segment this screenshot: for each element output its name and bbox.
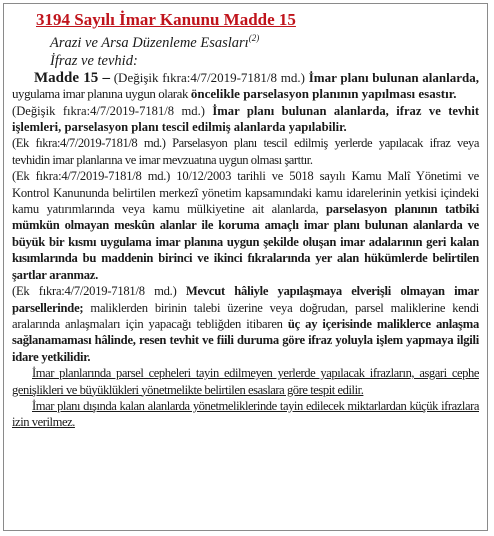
paragraph-7: İmar planı dışında kalan alanlarda yönetmeliklerinde tayin edilecek miktarlardan küçük ifrazlara izin verilmez. xyxy=(12,398,479,430)
paragraph-1 xyxy=(12,70,479,103)
paragraph-2 xyxy=(12,103,479,136)
paragraph-6: İmar planlarında parsel cepheleri tayin edilmeyen yerlerde yapılacak ifrazların, asgari cephe genişlikleri ve büyüklükleri yönetmelikte belirtilen esaslara göre tespit edilir. xyxy=(12,366,479,397)
paragraph-4-text-1: 10/12/2003 tarihli ve 5018 sayılı Kamu Malî Yönetimi ve Kontrol Kanununda belirtilen merkezî yönetim kapsamındaki kamu idarelerinin yetkisi içindeki kamu yatırımlarında veya kamu mülkiyetine ait alanlarda, xyxy=(12,169,479,217)
section-heading: İfraz ve tevhid: xyxy=(50,52,138,69)
footnote-marker: (2) xyxy=(248,33,260,43)
paragraph-5-text-1: maliklerden birinin talebi üzerine veya doğrudan, parsel maliklerine kendi aralarında anlaşmaları için yapacağı tebliğden itibaren xyxy=(12,300,479,331)
paragraph-5-bold-1: Mevcut hâliyle yapılaşmaya elverişli olmayan imar parsellerinde; xyxy=(12,284,480,315)
paragraph-2-bold-1: İmar planı bulunan alanlarda, ifraz ve tevhit işlemleri, parselasyon planı tescil edilmiş alanlarda yapılabilir. xyxy=(12,103,480,135)
document-title: 3194 Sayılı İmar Kanunu Madde 15 xyxy=(36,10,296,29)
paragraph-1-text-1: uygulama imar planına uygun olarak xyxy=(12,86,191,102)
paragraph-1-ref: (Değişik fıkra:4/7/2019-7181/8 md.) xyxy=(109,69,309,85)
document-frame xyxy=(3,3,488,531)
paragraph-1-bold-1: İmar planı bulunan alanlarda, xyxy=(308,69,480,85)
paragraph-3 xyxy=(12,135,479,168)
paragraph-2-ref: (Değişik fıkra:4/7/2019-7181/8 md.) xyxy=(12,103,213,118)
subtitle-text: Arazi ve Arsa Düzenleme Esasları xyxy=(50,34,249,51)
paragraph-1-bold-2: öncelikle parselasyon planının yapılması esastır. xyxy=(190,86,457,102)
article-label: Madde 15 – xyxy=(34,69,110,86)
paragraph-4 xyxy=(12,168,479,283)
section-subtitle xyxy=(12,29,479,52)
paragraph-4-bold-1: parselasyon planının tatbiki mümkün olmayan meskûn alanlar ile koruma amaçlı imar planı bulunan alanlarda ve büyük bir kısmı uygulama imar planına uygun şekilde oluşan imar adalarının geri kalan kısımlarında bu maddenin birinci ve ikinci fıkralarında yer alan hükümlerde belirtilen şartlar aranmaz. xyxy=(12,202,479,282)
paragraph-3-ref: (Ek fıkra:4/7/2019-7181/8 md.) xyxy=(12,136,173,151)
paragraph-5 xyxy=(12,283,479,365)
paragraph-5-bold-2: üç ay içerisinde maliklerce anlaşma sağlanamaması hâlinde, resen tevhit ve fiili duruma göre ifraz yoluyla işlem yapmaya ilgili idare yetkilidir. xyxy=(12,316,479,364)
paragraph-4-ref: (Ek fıkra:4/7/2019-7181/8 md.) xyxy=(12,169,177,184)
paragraph-5-ref: (Ek fıkra:4/7/2019-7181/8 md.) xyxy=(12,284,186,299)
paragraph-3-text-1: Parselasyon planı tescil edilmiş yerlerde yapılacak ifraz veya tevhidin imar planlarına ve imar mevzuatına uygun olması şarttır. xyxy=(12,136,479,167)
